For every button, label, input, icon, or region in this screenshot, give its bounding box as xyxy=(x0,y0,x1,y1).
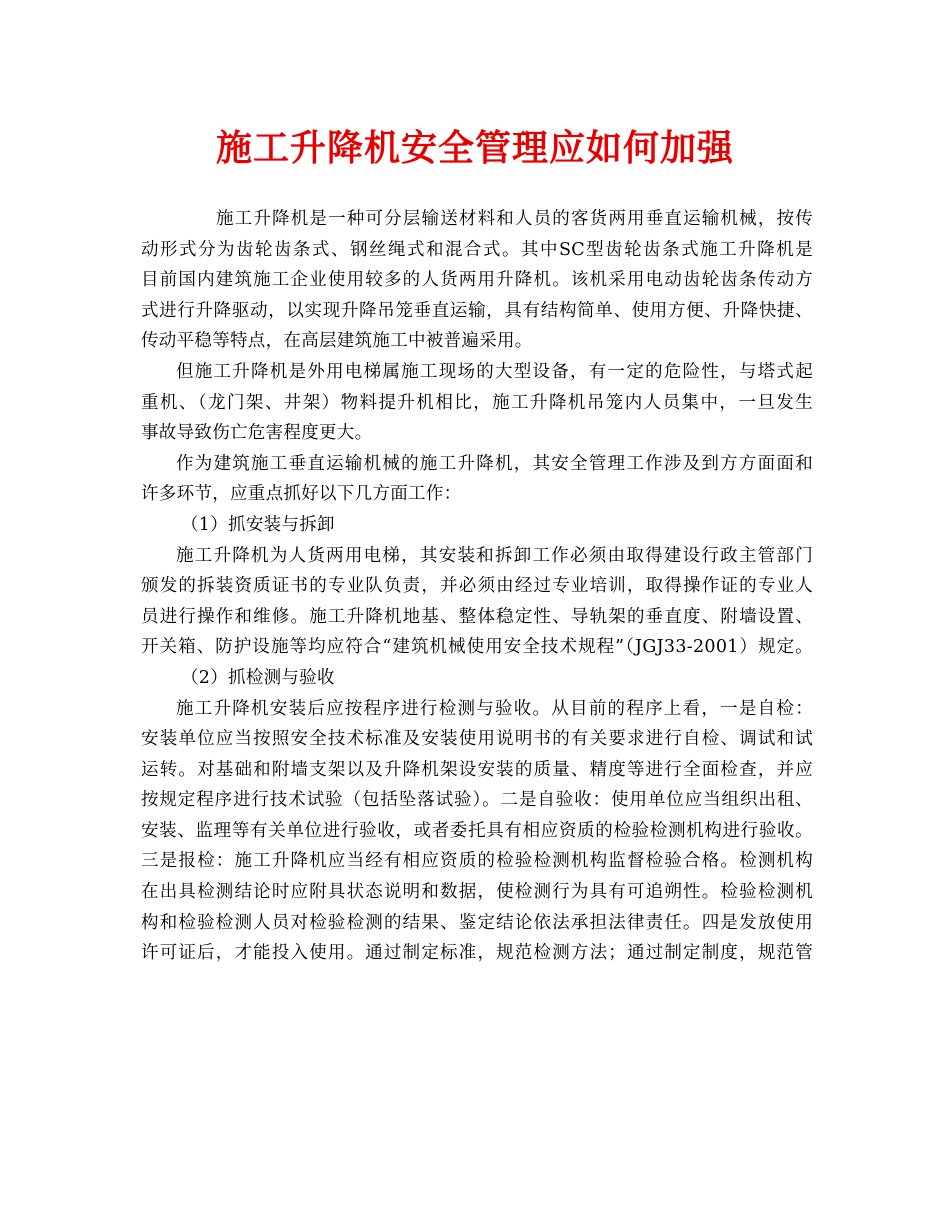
text-line: 施工升降机安装后应按程序进行检测与验收。从目前的程序上看，一是自检： xyxy=(176,698,813,719)
text-line: 按规定程序进行技术试验（包括坠落试验）。二是自验收：使用单位应当组织出租、 xyxy=(141,790,813,811)
text-line: 动形式分为齿轮齿条式、钢丝绳式和混合式。其中SC型齿轮齿条式施工升降机是 xyxy=(141,239,813,260)
text-line: 目前国内建筑施工企业使用较多的人货两用升降机。该机采用电动齿轮齿条传动方 xyxy=(141,270,813,291)
text-line: 运转。对基础和附墙支架以及升降机架设安装的质量、精度等进行全面检查，并应 xyxy=(141,759,813,780)
text-line: 作为建筑施工垂直运输机械的施工升降机，其安全管理工作涉及到方方面面和 xyxy=(176,453,813,474)
document-title: 施工升降机安全管理应如何加强 xyxy=(215,127,734,169)
text-line: 员进行操作和维修。施工升降机地基、整体稳定性、导轨架的垂直度、附墙设置、 xyxy=(141,606,813,627)
text-line: 安装、监理等有关单位进行验收，或者委托具有相应资质的检验检测机构进行验收。 xyxy=(141,820,813,841)
text-line: 施工升降机为人货两用电梯，其安装和拆卸工作必须由取得建设行政主管部门 xyxy=(176,545,813,566)
section-heading: （1）抓安装与拆卸 xyxy=(181,514,335,535)
text-line: 在出具检测结论时应附具状态说明和数据，使检测行为具有可追朔性。检验检测机 xyxy=(141,882,813,903)
text-line: 颁发的拆装资质证书的专业队负责，并必须由经过专业培训，取得操作证的专业人 xyxy=(141,576,813,597)
text-line: 但施工升降机是外用电梯属施工现场的大型设备，有一定的危险性，与塔式起 xyxy=(176,361,813,382)
text-line: 式进行升降驱动，以实现升降吊笼垂直运输，具有结构简单、使用方便、升降快捷、 xyxy=(141,300,813,321)
text-line: 三是报检：施工升降机应当经有相应资质的检验检测机构监督检验合格。检测机构 xyxy=(141,851,813,872)
text-line: 施工升降机是一种可分层输送材料和人员的客货两用垂直运输机械，按传 xyxy=(216,209,813,229)
section-heading: （2）抓检测与验收 xyxy=(181,667,335,688)
text-line: 安装单位应当按照安全技术标准及安装使用说明书的有关要求进行自检、调试和试 xyxy=(141,729,813,750)
text-line: 事故导致伤亡危害程度更大。 xyxy=(141,423,373,444)
text-line: 重机、（龙门架、井架）物料提升机相比，施工升降机吊笼内人员集中，一旦发生 xyxy=(141,392,813,413)
text-line: 构和检验检测人员对检验检测的结果、鉴定结论依法承担法律责任。四是发放使用 xyxy=(141,912,813,933)
text-line: 传动平稳等特点，在高层建筑施工中被普遍采用。 xyxy=(141,331,533,352)
text-line: 许可证后，才能投入使用。通过制定标准，规范检测方法；通过制定制度，规范管 xyxy=(141,943,813,964)
document-body xyxy=(141,204,813,969)
text-line: 许多环节，应重点抓好以下几方面工作： xyxy=(141,484,462,505)
text-line: 开关箱、防护设施等均应符合“建筑机械使用安全技术规程”（JGJ33-2001）规定。 xyxy=(141,637,813,658)
